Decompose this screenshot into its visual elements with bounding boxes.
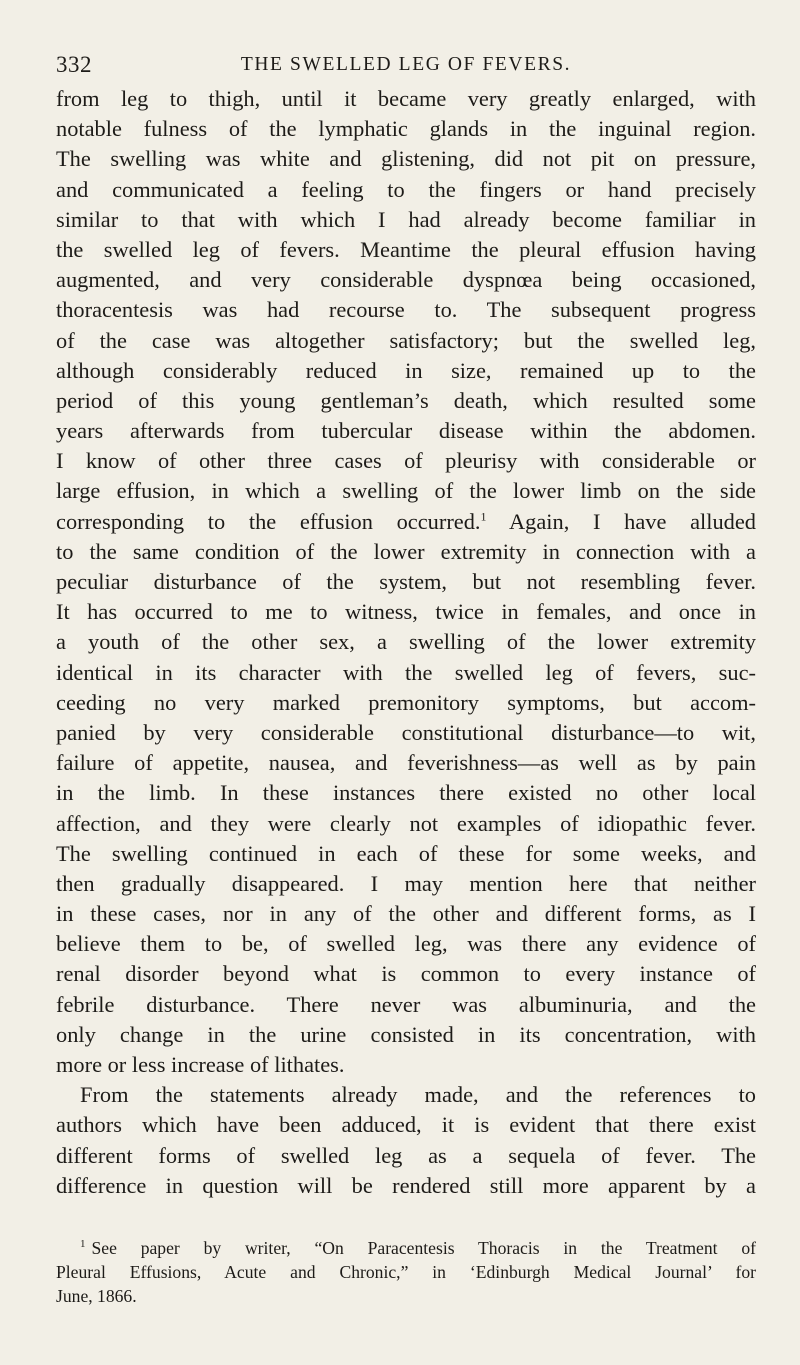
body-text: [56, 84, 756, 1201]
text-line: in the limb. In these instances there existed no other local: [56, 780, 756, 806]
text-line: similar to that with which I had already become familiar in: [56, 206, 756, 232]
text-line: febrile disturbance. There never was albuminuria, and the: [56, 991, 756, 1017]
running-head: THE SWELLED LEG OF FEVERS.: [240, 54, 572, 75]
footnote-line: Pleural Effusions, Acute and Chronic,” in ‘Edinburgh Medical Journal’ for: [56, 1262, 756, 1282]
footnote-mark: 1: [80, 1238, 86, 1251]
text-line: identical in its character with the swelled leg of fevers, suc-: [56, 659, 756, 685]
text-line: ceeding no very marked premonitory symptoms, but accom-: [56, 689, 756, 715]
text-line: then gradually disappeared. I may mention here that neither: [56, 870, 756, 896]
text-line: notable fulness of the lymphatic glands in the inguinal region.: [56, 116, 756, 142]
text-line: different forms of swelled leg as a sequela of fever. The: [56, 1142, 756, 1168]
text-line: I know of other three cases of pleurisy with considerable or: [56, 448, 756, 474]
text-line: augmented, and very considerable dyspnœa being occasioned,: [56, 267, 756, 293]
text-line: large effusion, in which a swelling of the lower limb on the side: [56, 478, 756, 504]
text-line: From the statements already made, and the references to: [80, 1082, 756, 1108]
page-header: [56, 52, 756, 82]
text-line: more or less increase of lithates.: [56, 1052, 345, 1077]
text-line: affection, and they were clearly not examples of idiopathic fever.: [56, 810, 756, 836]
text-line: from leg to thigh, until it became very greatly enlarged, with: [56, 86, 756, 111]
text-line: thoracentesis was had recourse to. The subsequent progress: [56, 297, 756, 323]
footnote-text: See paper by writer, “On Paracentesis Thoracis in the Treatment of: [91, 1238, 756, 1258]
text-line: difference in question will be rendered still more apparent by a: [56, 1172, 756, 1198]
footnote-line: June, 1866.: [56, 1286, 137, 1306]
text-line: renal disorder beyond what is common to every instance of: [56, 961, 756, 987]
text-line: The swelling was white and glistening, did not pit on pressure,: [56, 146, 756, 172]
footnote: [56, 1236, 756, 1308]
footnote-ref: 1: [480, 509, 487, 524]
text-line: believe them to be, of swelled leg, was there any evidence of: [56, 931, 756, 957]
text-line: in these cases, nor in any of the other and different forms, as I: [56, 901, 756, 927]
text-line: period of this young gentleman’s death, which resulted some: [56, 387, 756, 413]
text-line: to the same condition of the lower extremity in connection with a: [56, 538, 756, 564]
page-number: 332: [56, 52, 92, 77]
text-line: of the case was altogether satisfactory; but the swelled leg,: [56, 327, 756, 353]
text-fragment: corresponding to the effusion occurred.: [56, 508, 481, 534]
text-line: The swelling continued in each of these for some weeks, and: [56, 840, 756, 866]
text-line: although considerably reduced in size, remained up to the: [56, 357, 756, 383]
text-line: peculiar disturbance of the system, but not resembling fever.: [56, 569, 756, 594]
text-line: authors which have been adduced, it is evident that there exist: [56, 1112, 756, 1138]
text-line: It has occurred to me to witness, twice in females, and once in: [56, 599, 756, 625]
footnote-line: [56, 1236, 756, 1260]
text-line: years afterwards from tubercular disease within the abdomen.: [56, 418, 756, 444]
text-line: failure of appetite, nausea, and feverishness—as well as by pain: [56, 750, 756, 776]
text-line: only change in the urine consisted in its concentration, with: [56, 1021, 756, 1047]
text-line: panied by very considerable constitutional disturbance—to wit,: [56, 719, 756, 745]
text-line: a youth of the other sex, a swelling of the lower extremity: [56, 629, 756, 655]
text-line: the swelled leg of fevers. Meantime the pleural effusion having: [56, 236, 756, 262]
text-line-with-footnote-ref: [56, 507, 756, 537]
text-line: and communicated a feeling to the fingers or hand precisely: [56, 176, 756, 202]
text-fragment: Again, I have alluded: [486, 508, 756, 534]
